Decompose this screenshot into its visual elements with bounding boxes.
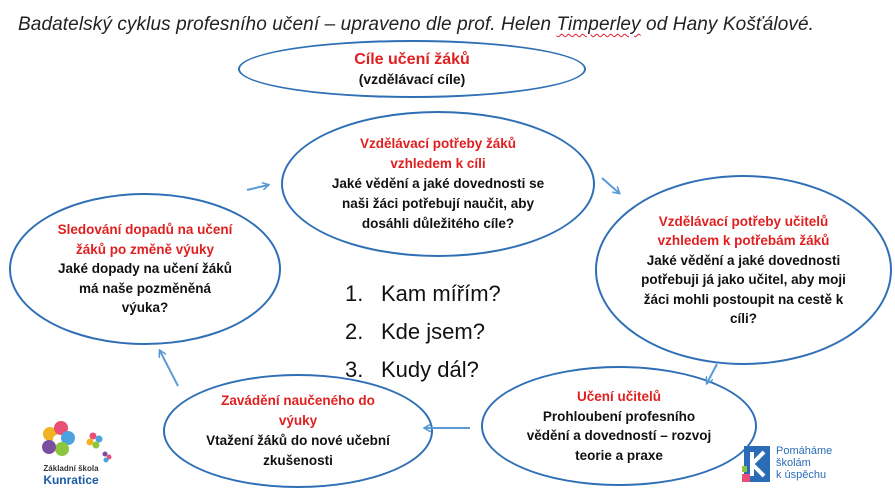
question-item: 2. Kde jsem?	[345, 319, 485, 344]
implementation-heading: Zavádění naučeného do výuky	[221, 393, 375, 428]
teacher-learning-heading: Učení učitelů	[576, 389, 662, 404]
teacher-needs-body: Jaké vědění a jaké dovednosti potřebuji já jako učitel, aby moji žáci mohli postoupit na cestě k cíli?	[641, 252, 846, 326]
school-logo-line2: Kunratice	[43, 473, 99, 487]
student-needs-body: Jaké vědění a jaké dovednosti se naši žáci potřebují naučit, aby dosáhli důležitého cíle?	[331, 176, 545, 231]
partner-mark-icon	[742, 444, 772, 488]
arrow-left-to-center	[247, 185, 268, 190]
impact-monitoring-heading: Sledování dopadů na učení žáků po změně výuky	[57, 222, 233, 257]
arrow-center-to-right	[602, 178, 619, 193]
question-item: 3. Kudy dál?	[345, 357, 479, 382]
teacher-learning-body: Prohloubení profesního vědění a dovedností – rozvoj teorie a praxe	[526, 408, 712, 463]
goal-heading: Cíle učení žáků	[354, 51, 470, 68]
school-logo	[30, 418, 130, 496]
flower-icon	[30, 418, 130, 468]
diagram-title: Badatelský cyklus profesního učení – upraveno dle prof. Helen Timperley od Hany Košťálové.	[18, 14, 815, 35]
partner-logo-text: Pomáháme školám k úspěchu	[776, 445, 833, 481]
arrow-bottom-left-to-left	[160, 351, 178, 386]
teacher-needs-heading: Vzdělávací potřeby učitelů vzhledem k potřebám žáků	[657, 213, 830, 248]
implementation-body: Vtažení žáků do nové učební zkušenosti	[206, 433, 390, 468]
student-needs-heading: Vzdělávací potřeby žáků vzhledem k cíli	[359, 136, 517, 171]
partner-logo	[742, 444, 862, 492]
goal-subtitle: (vzdělávací cíle)	[358, 71, 466, 87]
impact-monitoring-body: Jaké dopady na učení žáků má naše pozměněná výuka?	[57, 261, 233, 316]
school-logo-line1: Základní škola	[43, 464, 99, 473]
arrow-right-to-bottom-right	[707, 364, 717, 383]
question-item: 1. Kam mířím?	[345, 281, 501, 306]
